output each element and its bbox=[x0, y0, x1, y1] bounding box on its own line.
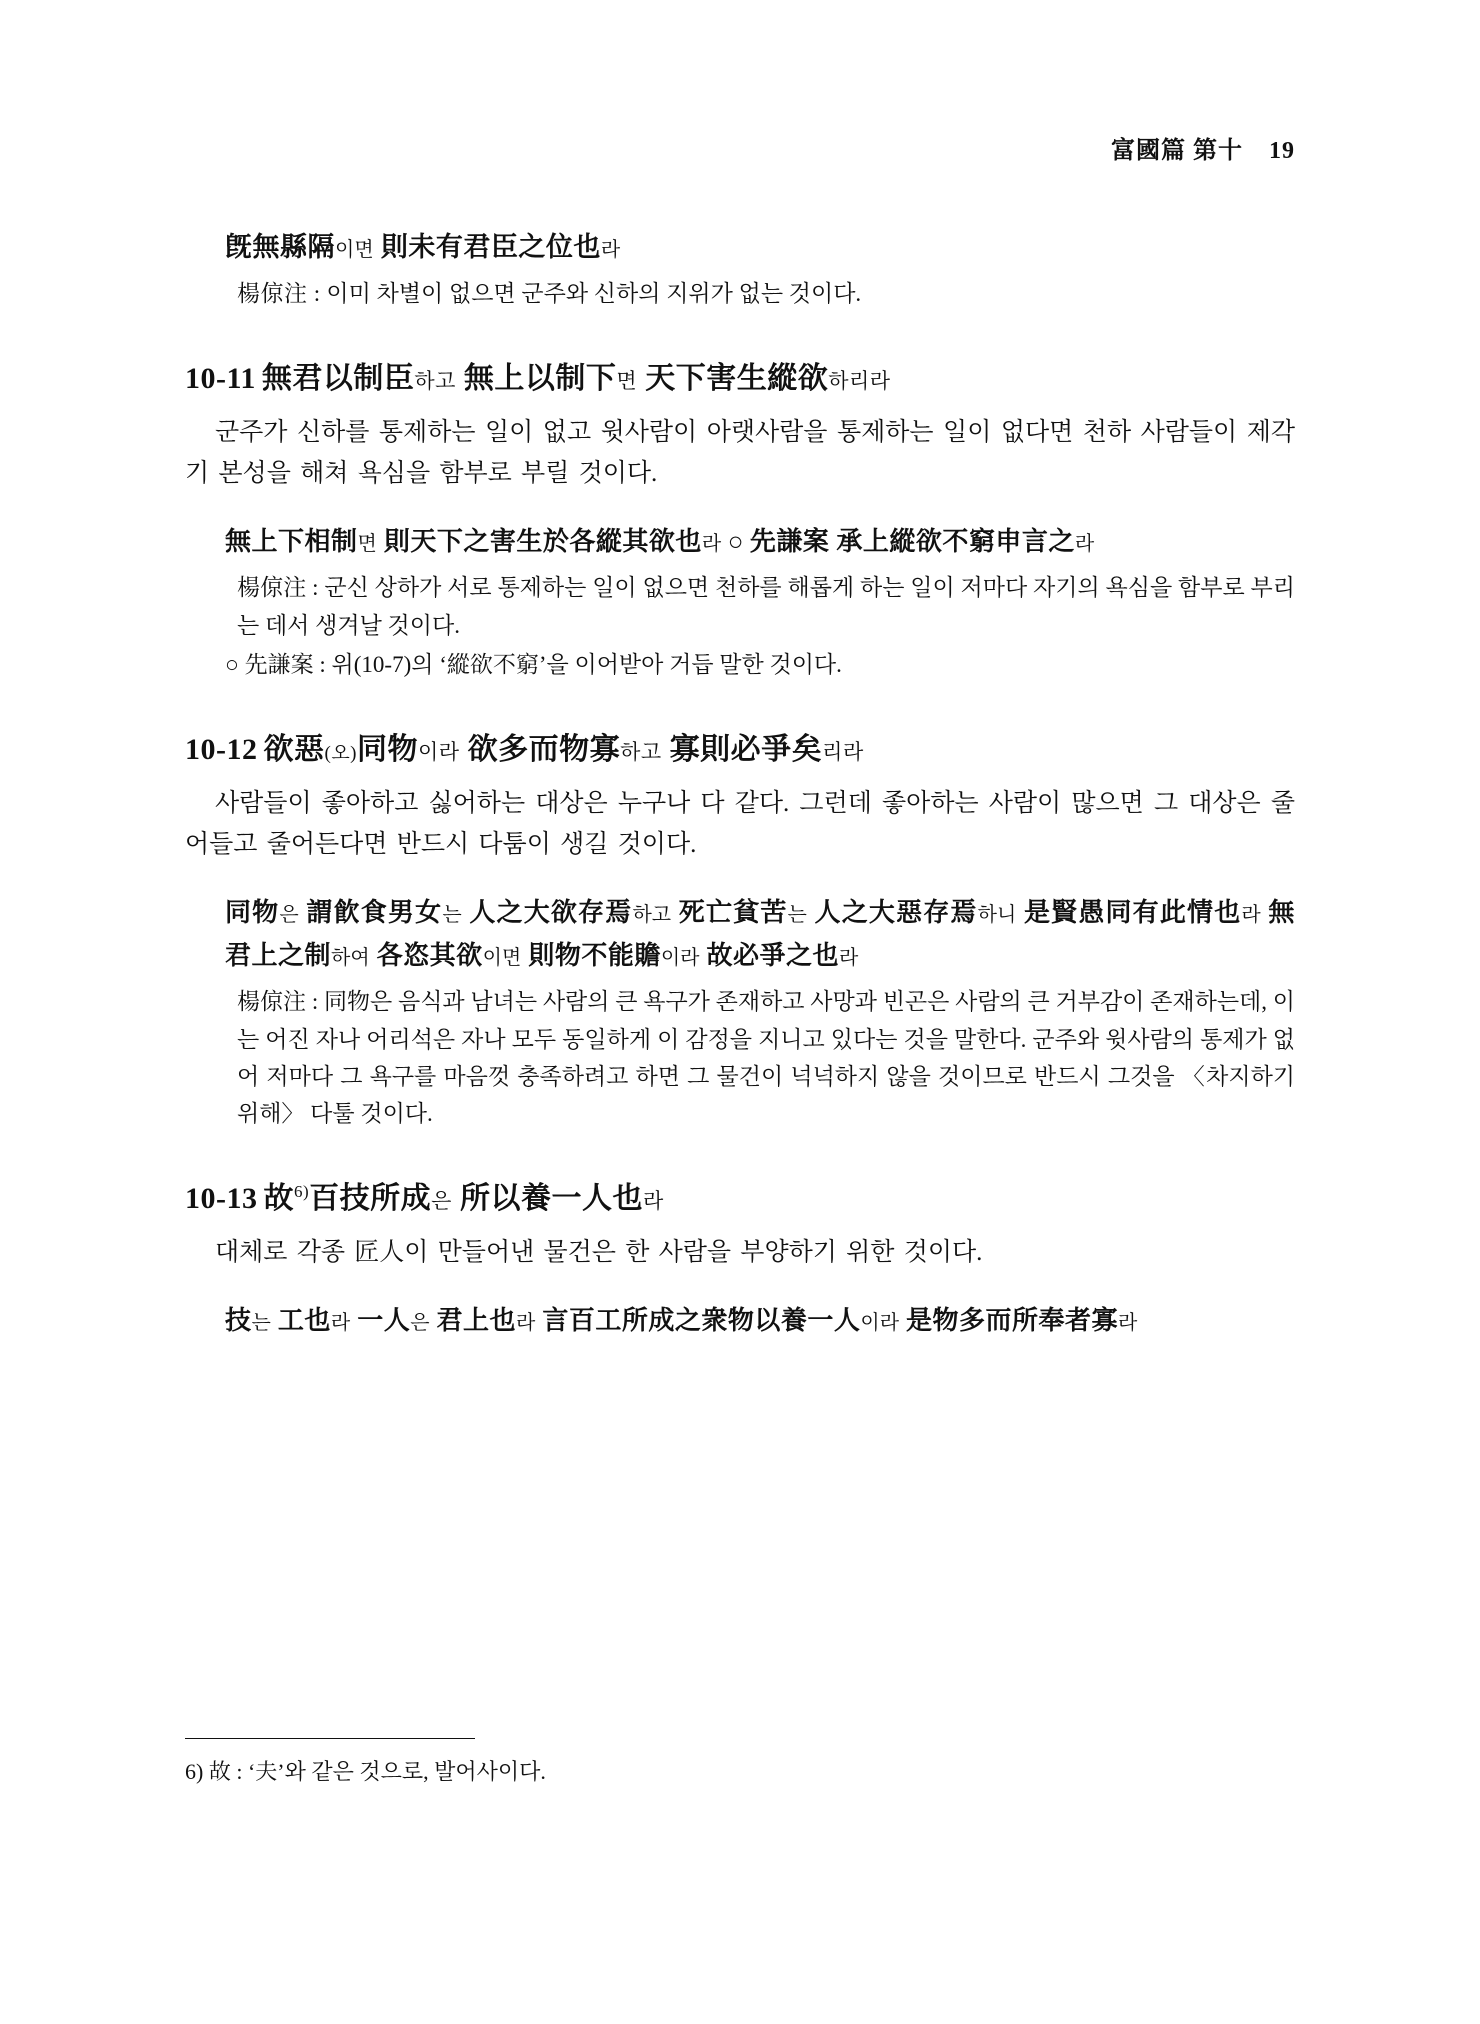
section-heading-10-13 bbox=[185, 1178, 1295, 1220]
commentary-note-opening bbox=[185, 275, 1295, 312]
han-text: 天下害生縱欲 bbox=[637, 362, 829, 396]
ko-suffix: 하고 bbox=[414, 369, 456, 394]
han-text: 技 bbox=[225, 1306, 252, 1336]
ko-suffix: 라 bbox=[516, 1312, 536, 1335]
translation-10-13: 대체로 각종 匠人이 만들어낸 물건은 한 사람을 부양하기 위한 것이다. bbox=[215, 1239, 983, 1267]
ko-suffix: 면 bbox=[357, 533, 377, 556]
han-block-10-13 bbox=[185, 1299, 1295, 1342]
han-text: 人之大欲存焉 bbox=[461, 898, 633, 927]
ko-suffix: 라 bbox=[1118, 1312, 1138, 1335]
han-line-opening bbox=[185, 227, 1295, 269]
han-text: 故 bbox=[263, 1182, 294, 1216]
note-label: 楊倞注 : bbox=[237, 575, 319, 601]
han-text: 旣無縣隔 bbox=[225, 232, 335, 262]
section-number: 10-12 bbox=[185, 733, 258, 766]
han-text: 故必爭之也 bbox=[699, 941, 839, 971]
note-text: 同物은 음식과 남녀는 사람의 큰 욕구가 존재하고 사망과 빈곤은 사람의 큰 거부감이 존재하는데, 이는 어진 자나 어리석은 자나 모두 동일하게 이 감정을 지니고 있다는 것을 말한다. 군주와 윗사람의 통제가 없어 저마다 그 욕구를 마음껏 충족하려고 하면 그 물건이 넉넉하지 않을 것이므로 반드시 그것을 〈차지하기 위해〉 다툴 것이다. bbox=[237, 989, 1295, 1127]
document-body bbox=[185, 227, 1295, 1342]
ko-suffix: 라 bbox=[1241, 904, 1261, 926]
han-text: 謂飮食男女 bbox=[298, 898, 443, 927]
han-block-10-11 bbox=[185, 520, 1295, 563]
han-block-10-12 bbox=[185, 891, 1295, 977]
han-text: 先謙案 承上縱欲不窮申言之 bbox=[749, 527, 1075, 557]
ko-suffix: 이라 bbox=[860, 1312, 900, 1335]
note-text: 위(10-7)의 ‘縱欲不窮’을 이어받아 거듭 말한 것이다. bbox=[325, 651, 842, 677]
note-label: ○ 先謙案 : bbox=[225, 651, 326, 677]
section-number: 10-11 bbox=[185, 362, 256, 396]
han-text: 無君以制臣 bbox=[261, 362, 415, 396]
ko-suffix: 하니 bbox=[977, 904, 1017, 926]
footnote-marker[interactable]: 6) bbox=[294, 1182, 310, 1202]
han-text: 百技所成 bbox=[309, 1182, 432, 1216]
ko-suffix: 라 bbox=[330, 1312, 351, 1335]
han-text: 各恣其欲 bbox=[369, 941, 483, 971]
ko-suffix: 라 bbox=[642, 1189, 664, 1214]
han-text: 工也 bbox=[270, 1306, 331, 1336]
note-text: 군신 상하가 서로 통제하는 일이 없으면 천하를 해롭게 하는 일이 저마다 자기의 욕심을 함부로 부리는 데서 생겨날 것이다. bbox=[237, 575, 1295, 638]
han-text: 則未有君臣之位也 bbox=[373, 232, 601, 262]
note-text: 이미 차별이 없으면 군주와 신하의 지위가 없는 것이다. bbox=[320, 280, 862, 306]
ko-suffix: 은 bbox=[431, 1189, 452, 1214]
section-heading-10-12 bbox=[185, 729, 1295, 771]
ko-suffix: 라 bbox=[600, 239, 621, 261]
ko-suffix: 하리라 bbox=[828, 369, 891, 394]
ko-suffix: 이면 bbox=[335, 239, 374, 261]
han-text: 寡則必爭矣 bbox=[661, 733, 823, 766]
han-text: 無上下相制 bbox=[225, 527, 358, 557]
section-number: 10-13 bbox=[185, 1182, 258, 1216]
han-text: 言百工所成之衆物以養一人 bbox=[535, 1306, 861, 1336]
translation-10-12: 사람들이 좋아하고 싫어하는 대상은 누구나 다 같다. 그런데 좋아하는 사람이 많으면 그 대상은 줄어들고 줄어든다면 반드시 다툼이 생길 것이다. bbox=[185, 790, 1295, 858]
ko-suffix: 이면 bbox=[482, 947, 522, 970]
han-text: 則天下之害生於各縱其欲也 bbox=[376, 527, 702, 557]
ko-suffix: 리라 bbox=[822, 740, 864, 764]
han-text: 是物多而所奉者寡 bbox=[899, 1306, 1119, 1336]
ko-suffix: 하고 bbox=[620, 740, 662, 764]
ko-suffix: 는 bbox=[251, 1312, 271, 1335]
han-text: 君上也 bbox=[429, 1306, 517, 1336]
note-label: 楊倞注 : bbox=[237, 989, 319, 1015]
ko-suffix: 하여 bbox=[331, 947, 370, 970]
footnote-6: 6) 故 : ‘夫’와 같은 것으로, 발어사이다. bbox=[185, 1759, 546, 1784]
section-heading-10-11 bbox=[185, 358, 1295, 400]
han-text: 同物 bbox=[225, 898, 280, 927]
han-text: 同物 bbox=[357, 733, 419, 766]
ko-suffix: 이라 bbox=[660, 947, 700, 970]
ko-suffix: 이라 bbox=[418, 740, 460, 764]
page-header bbox=[185, 0, 1295, 165]
commentary-note-10-12-yang bbox=[185, 983, 1295, 1132]
page-number: 19 bbox=[1269, 138, 1295, 164]
footnote-divider bbox=[185, 1738, 475, 1739]
ko-suffix: 은 bbox=[279, 904, 299, 926]
ko-suffix: 하고 bbox=[632, 904, 672, 926]
ko-suffix: 은 bbox=[410, 1312, 430, 1335]
han-text: 所以養一人也 bbox=[451, 1182, 643, 1216]
ko-suffix: 라 bbox=[701, 533, 722, 556]
han-text: 欲多而物寡 bbox=[459, 733, 621, 766]
header-title: 富國篇 第十 bbox=[1111, 138, 1243, 164]
commentary-note-10-11-yang bbox=[185, 569, 1295, 644]
translation-10-11: 군주가 신하를 통제하는 일이 없고 윗사람이 아랫사람을 통제하는 일이 없다면 천하 사람들이 제각기 본성을 해쳐 욕심을 함부로 부릴 것이다. bbox=[185, 419, 1295, 488]
han-text: 死亡貧苦 bbox=[671, 898, 788, 927]
ko-suffix: 면 bbox=[616, 369, 638, 394]
ko-suffix: 라 bbox=[1074, 533, 1095, 556]
ko-suffix: 라 bbox=[838, 947, 859, 970]
ko-suffix: 는 bbox=[787, 904, 807, 926]
note-label: 楊倞注 : bbox=[237, 280, 321, 306]
circle-marker: ○ bbox=[721, 527, 750, 557]
han-text: 無君上之制 bbox=[225, 898, 1295, 971]
ko-suffix: 는 bbox=[442, 904, 462, 926]
han-text: 欲惡 bbox=[263, 733, 325, 766]
reading-gloss: (오) bbox=[324, 743, 358, 764]
commentary-note-10-11-seon bbox=[185, 646, 1295, 683]
han-text: 人之大惡存焉 bbox=[806, 898, 978, 927]
han-text: 無上以制下 bbox=[455, 362, 617, 396]
han-text: 是賢愚同有此情也 bbox=[1016, 898, 1242, 927]
han-text: 則物不能贍 bbox=[521, 941, 661, 971]
han-text: 一人 bbox=[350, 1306, 411, 1336]
